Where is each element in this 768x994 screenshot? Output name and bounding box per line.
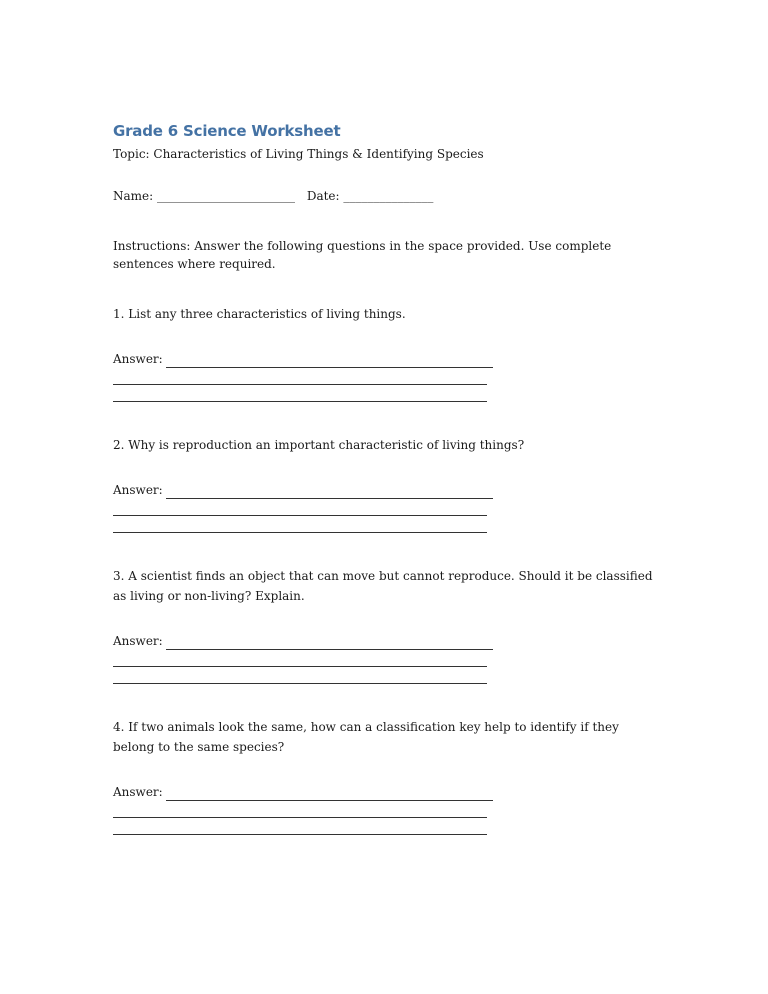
worksheet-topic: Topic: Characteristics of Living Things & Identifying Species — [113, 147, 484, 161]
answer-rule[interactable] — [113, 503, 487, 516]
answer-line[interactable] — [113, 784, 673, 801]
answer-block-3 — [113, 633, 673, 684]
answer-label: Answer: — [113, 785, 163, 799]
answer-block-4 — [113, 784, 673, 835]
answer-line[interactable] — [113, 633, 673, 650]
question-2: 2. Why is reproduction an important characteristic of living things? — [113, 438, 525, 452]
question-3: 3. A scientist finds an object that can move but cannot reproduce. Should it be classified as living or non-living? Explain. — [113, 569, 653, 603]
answer-rule[interactable] — [113, 671, 487, 684]
instructions: Instructions: Answer the following questions in the space provided. Use complete sentences where required. — [113, 239, 612, 271]
worksheet-page — [113, 120, 673, 835]
name-date-row — [113, 188, 673, 205]
answer-rule[interactable] — [113, 654, 487, 667]
worksheet-title: Grade 6 Science Worksheet — [113, 122, 341, 140]
answer-label: Answer: — [113, 483, 163, 497]
name-field[interactable]: Name: _______________________ — [113, 189, 295, 203]
answer-rule — [166, 486, 493, 499]
answer-rule[interactable] — [113, 372, 487, 385]
answer-line[interactable] — [113, 482, 673, 499]
answer-rule[interactable] — [113, 822, 487, 835]
answer-rule — [166, 355, 493, 368]
answer-label: Answer: — [113, 634, 163, 648]
answer-rule[interactable] — [113, 520, 487, 533]
answer-block-2 — [113, 482, 673, 533]
question-1: 1. List any three characteristics of living things. — [113, 307, 406, 321]
answer-rule[interactable] — [113, 805, 487, 818]
answer-label: Answer: — [113, 352, 163, 366]
date-field[interactable]: Date: _______________ — [306, 189, 434, 203]
question-4: 4. If two animals look the same, how can a classification key help to identify if they belong to the same species? — [113, 720, 619, 754]
answer-block-1 — [113, 351, 673, 402]
answer-line[interactable] — [113, 351, 673, 368]
answer-rule[interactable] — [113, 389, 487, 402]
answer-rule — [166, 637, 493, 650]
answer-rule — [166, 788, 493, 801]
